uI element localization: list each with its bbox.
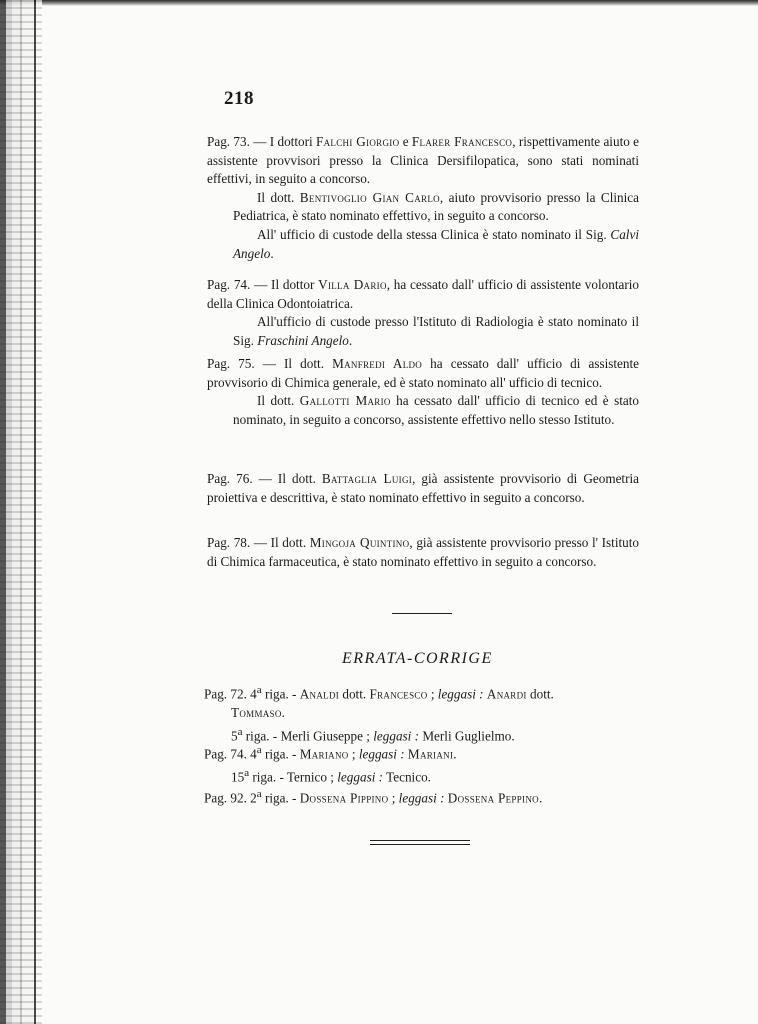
errata-line: Pag. 74. 4$^a$ riga. - Mariano ; leggasi : Mariani. (204, 744, 457, 762)
entry-paragraph: Pag. 78. — Il dott. Mingoja Quintino, già assistente provvisorio presso l' Istituto di Chimica farmaceutica, è stato nominato effettivo in seguito a concorso. (207, 535, 640, 569)
entry-paragraph: Il dott. Gallotti Mario ha cessato dall' ufficio di tecnico ed è stato nominato, in seguito a concorso, assistente effettivo nello stesso Istituto. (233, 393, 639, 427)
entry-paragraph: Pag. 73. — I dottori Falchi Giorgio e Flarer Francesco, rispettivamente aiuto e assistente provvisori presso la Clinica Dersifilopatica, sono stati nominati effettivi, in seguito a concorso. (207, 134, 640, 187)
errata-line: Tommaso. (231, 704, 285, 720)
entry-paragraph: Pag. 76. — Il dott. Battaglia Luigi, già assistente provvisorio di Geometria proiettiva e descrittiva, è stato nominato effettivo in seguito a concorso. (207, 471, 640, 505)
entry-pag-74 (207, 276, 639, 350)
entry-pag-73 (207, 133, 639, 263)
entry-paragraph: Pag. 75. — Il dott. Manfredi Aldo ha cessato dall' ufficio di assistente provvisorio di Chimica generale, ed è stato nominato all' ufficio di tecnico. (207, 356, 640, 390)
entry-paragraph: Pag. 74. — Il dottor Villa Dario, ha cessato dall' ufficio di assistente volontario della Clinica Odontoiatrica. (207, 277, 639, 311)
entry-paragraph: All' ufficio di custode della stessa Clinica è stato nominato il Sig. Calvi Angelo. (233, 226, 639, 261)
errata-item (204, 741, 644, 787)
entry-pag-78 (207, 534, 639, 571)
binding-edge (0, 0, 42, 1024)
section-divider (392, 613, 452, 614)
errata-line: Pag. 92. 2$^a$ riga. - Dossena Pippino ; leggasi : Dossena Peppino. (204, 788, 543, 806)
errata-title: ERRATA-CORRIGE (342, 650, 493, 667)
entry-paragraph: All'ufficio di custode presso l'Istituto di Radiologia è stato nominato il Sig. Fraschini Angelo. (233, 314, 639, 348)
errata-item (204, 681, 644, 746)
entry-paragraph: Il dott. Bentivoglio Gian Carlo, aiuto provvisorio presso la Clinica Pediatrica, è stato nominato effettivo, in seguito a concorso. (233, 189, 639, 224)
errata-line: 15$^a$ riga. - Ternico ; leggasi : Tecnico. (231, 766, 431, 785)
errata-item (204, 785, 644, 808)
closing-divider (370, 840, 470, 845)
errata-line: Pag. 72. 4$^a$ riga. - Analdi dott. Francesco ; leggasi : Anardi dott. (204, 684, 554, 702)
entry-pag-76 (207, 470, 639, 507)
entry-pag-75 (207, 355, 639, 429)
errata-line: 5$^a$ riga. - Merli Giuseppe ; leggasi : Merli Guglielmo. (231, 725, 515, 743)
page-number: 218 (224, 88, 254, 109)
page-top-edge (0, 0, 758, 6)
